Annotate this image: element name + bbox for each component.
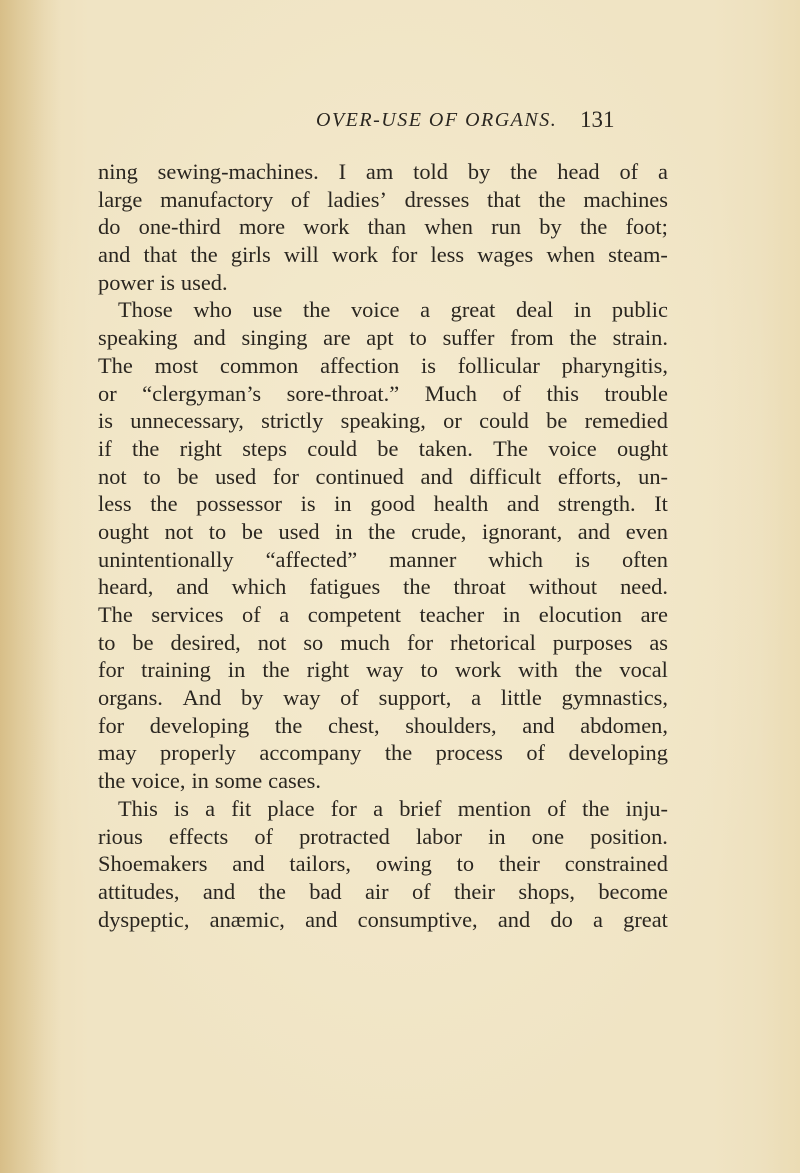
word: consumptive,: [357, 906, 478, 932]
word: unintentionally: [98, 546, 234, 572]
word: become: [598, 878, 668, 904]
word: steam-: [608, 242, 668, 268]
word: is: [575, 546, 590, 572]
word: vocal: [619, 657, 668, 683]
word: work: [455, 657, 502, 683]
word: of: [290, 186, 310, 212]
word: shops,: [518, 878, 575, 904]
word: pharyngitis,: [561, 352, 668, 378]
word: of: [619, 159, 639, 184]
word: trouble: [604, 380, 668, 406]
word: throat: [453, 574, 506, 600]
text-line: [98, 878, 668, 906]
word: from: [510, 325, 554, 351]
word: un-: [638, 463, 668, 489]
word: the: [574, 657, 603, 683]
word: the: [258, 878, 286, 904]
word: work: [331, 242, 378, 268]
word: in: [488, 823, 506, 849]
word: and: [522, 712, 555, 738]
word: when: [424, 214, 473, 240]
word: less: [98, 491, 132, 517]
word: I: [338, 159, 347, 184]
word: will: [283, 242, 319, 268]
word: The: [493, 435, 528, 461]
word: or: [98, 380, 117, 406]
word: who: [193, 297, 232, 323]
word: the: [150, 491, 178, 517]
word: abdomen,: [580, 712, 668, 738]
word: a: [471, 685, 482, 711]
word: gymnastics,: [561, 685, 668, 711]
word: health: [433, 491, 489, 517]
word: the: [569, 325, 597, 351]
word: The: [98, 602, 133, 627]
word: dresses: [404, 186, 470, 212]
word: voice: [548, 435, 597, 461]
word: head: [557, 159, 600, 184]
word: for: [98, 712, 125, 738]
word: used: [278, 518, 320, 544]
text-line: [98, 906, 668, 934]
word: singing: [241, 325, 308, 351]
word: need.: [620, 574, 668, 600]
word: manner: [389, 546, 457, 572]
text-line: [98, 324, 668, 352]
word: the: [510, 159, 538, 184]
word: one-third: [138, 214, 221, 240]
word: is: [98, 408, 113, 434]
word: by: [539, 214, 562, 240]
text-line: [98, 684, 668, 712]
word: elocution: [538, 602, 623, 627]
word: dyspeptic,: [98, 906, 190, 932]
word: follicular: [457, 352, 540, 378]
word: effects: [168, 823, 229, 849]
text-line: [98, 490, 668, 518]
word: be: [377, 435, 399, 461]
word: if: [98, 435, 112, 461]
word: not: [164, 518, 194, 544]
word: desired,: [170, 629, 241, 655]
word: wages: [477, 242, 534, 268]
word: competent: [307, 602, 401, 627]
word: the: [403, 574, 431, 600]
word: Shoemakers: [98, 851, 208, 877]
word: remedied: [584, 408, 668, 434]
word: power: [98, 269, 154, 295]
word: purposes: [552, 629, 633, 655]
word: air: [364, 878, 389, 904]
running-head: OVER-USE OF ORGANS.: [316, 109, 558, 131]
word: in: [227, 657, 246, 683]
word: by: [240, 685, 264, 711]
word: used: [215, 463, 257, 489]
word: strain.: [612, 325, 668, 351]
word: in: [335, 518, 353, 544]
word: with: [518, 657, 558, 683]
word: great: [450, 297, 496, 323]
word: accompany: [259, 740, 362, 766]
word: a: [279, 602, 290, 627]
word: and: [176, 574, 209, 600]
text-line: [98, 546, 668, 574]
word: steps: [242, 435, 287, 461]
word: be: [546, 408, 568, 434]
word: which: [231, 574, 287, 600]
word: Those: [118, 297, 173, 323]
word: services: [151, 602, 224, 627]
word: to: [420, 657, 438, 683]
word: the: [274, 712, 303, 738]
word: strictly: [261, 408, 324, 434]
word: girls: [230, 242, 271, 268]
word: speaking: [98, 325, 178, 351]
word: of: [526, 740, 545, 766]
text-line: [98, 629, 668, 657]
text-line: [98, 656, 668, 684]
text-line: [98, 518, 668, 546]
word: owing: [375, 851, 432, 877]
word: is: [174, 795, 189, 821]
word: and: [497, 906, 531, 932]
word: more: [239, 214, 286, 240]
word: developing: [568, 740, 668, 766]
word: for: [98, 657, 125, 683]
word: and: [506, 491, 540, 517]
word: large: [98, 186, 143, 212]
word: is: [300, 491, 316, 517]
word: to: [208, 518, 227, 544]
word: fatigues: [309, 574, 381, 600]
word: of: [547, 795, 566, 821]
word: use: [252, 297, 283, 323]
word: way: [366, 657, 404, 683]
word: ought: [616, 435, 668, 461]
text-line: [98, 269, 668, 297]
word: a: [657, 159, 668, 184]
word: not: [257, 629, 287, 655]
word: support,: [378, 685, 452, 711]
word: could: [479, 408, 529, 434]
word: and: [98, 242, 131, 268]
text-line: [98, 767, 668, 795]
word: their: [498, 851, 540, 877]
word: “clergyman’s: [142, 380, 262, 406]
word: the: [538, 186, 566, 212]
body-text: [98, 158, 668, 933]
word: less: [430, 242, 465, 268]
text-line: [98, 186, 668, 214]
word: in: [573, 297, 592, 323]
paragraph-start-line: [98, 795, 668, 823]
text-line: [98, 380, 668, 408]
word: This: [118, 795, 158, 821]
word: little: [500, 685, 542, 711]
word: teacher: [419, 602, 485, 627]
word: organs.: [98, 685, 163, 711]
word: attitudes,: [98, 878, 180, 904]
word: unnecessary,: [130, 408, 244, 434]
word: possessor: [196, 491, 283, 517]
text-line: [98, 241, 668, 269]
word: and: [232, 851, 265, 877]
word: It: [654, 491, 668, 517]
word: in: [502, 602, 521, 627]
word: constrained: [564, 851, 668, 877]
word: difficult: [469, 463, 542, 489]
text-line: [98, 435, 668, 463]
word: the: [368, 518, 396, 544]
word: some: [214, 768, 263, 794]
word: The: [98, 352, 133, 378]
word: developing: [149, 712, 250, 738]
word: common: [219, 352, 299, 378]
word: of: [411, 878, 431, 904]
word: great: [623, 906, 668, 932]
word: training: [141, 657, 211, 683]
word: the: [131, 435, 160, 461]
word: so: [303, 629, 324, 655]
page-number: 131: [580, 107, 615, 132]
word: a: [593, 906, 603, 932]
word: rious: [98, 823, 143, 849]
word: taken.: [418, 435, 473, 461]
word: tailors,: [289, 851, 351, 877]
word: of: [242, 602, 261, 627]
word: suffer: [442, 325, 495, 351]
word: for: [272, 463, 299, 489]
word: to: [456, 851, 475, 877]
word: public: [611, 297, 668, 323]
word: “affected”: [265, 546, 358, 572]
text-line: [98, 823, 668, 851]
word: voice: [350, 297, 400, 323]
word: is: [159, 269, 175, 295]
word: anæmic,: [209, 906, 285, 932]
text-line: [98, 739, 668, 767]
word: fit: [231, 795, 252, 821]
word: that: [143, 242, 178, 268]
word: of: [502, 380, 522, 406]
word: to: [409, 325, 427, 351]
word: even: [625, 518, 668, 544]
word: do: [550, 906, 573, 932]
word: for: [406, 629, 434, 655]
word: heard,: [98, 574, 154, 600]
word: way: [283, 685, 321, 711]
word: inju-: [625, 795, 668, 821]
word: right: [179, 435, 222, 461]
word: in: [191, 768, 209, 794]
text-line: [98, 463, 668, 491]
word: one: [531, 823, 565, 849]
word: efforts,: [557, 463, 622, 489]
word: crude,: [411, 518, 467, 544]
text-line: [98, 158, 668, 186]
word: am: [365, 159, 394, 184]
word: or: [443, 408, 462, 434]
word: could: [307, 435, 358, 461]
word: this: [546, 380, 579, 406]
page-header: [0, 100, 800, 140]
word: strength.: [557, 491, 636, 517]
word: is: [421, 352, 436, 378]
word: work: [303, 214, 350, 240]
word: their: [453, 878, 495, 904]
word: of: [340, 685, 359, 711]
word: to: [143, 463, 161, 489]
word: good: [370, 491, 415, 517]
word: not: [98, 463, 127, 489]
word: machines: [583, 186, 668, 212]
word: the: [98, 768, 126, 794]
word: protracted: [299, 823, 390, 849]
word: ignorant,: [481, 518, 563, 544]
word: and: [193, 325, 226, 351]
word: than: [367, 214, 407, 240]
text-line: [98, 712, 668, 740]
word: chest,: [327, 712, 380, 738]
word: a: [373, 795, 384, 821]
word: position.: [590, 823, 668, 849]
word: deal: [515, 297, 554, 323]
word: be: [241, 518, 263, 544]
word: ladies’: [327, 186, 387, 212]
word: the: [384, 740, 413, 766]
word: may: [98, 740, 137, 766]
word: told: [413, 159, 448, 184]
word: speaking,: [340, 408, 426, 434]
word: used.: [180, 269, 228, 295]
word: when: [546, 242, 595, 268]
text-line: [98, 352, 668, 380]
word: often: [621, 546, 668, 572]
word: ought: [98, 518, 150, 544]
word: sewing-machines.: [157, 159, 319, 184]
word: are: [640, 602, 668, 627]
word: foot;: [625, 214, 668, 240]
word: run: [491, 214, 522, 240]
word: the: [582, 795, 610, 821]
word: And: [182, 685, 222, 711]
word: to: [98, 629, 116, 655]
word: for: [391, 242, 418, 268]
word: bad: [309, 878, 342, 904]
word: and: [577, 518, 611, 544]
word: continued: [315, 463, 404, 489]
word: right: [306, 657, 350, 683]
word: Much: [424, 380, 477, 406]
word: do: [98, 214, 121, 240]
word: the: [302, 297, 331, 323]
word: rhetorical: [450, 629, 536, 655]
word: and: [202, 878, 236, 904]
word: as: [649, 629, 668, 655]
word: apt: [366, 325, 394, 351]
word: and: [420, 463, 453, 489]
word: labor: [415, 823, 462, 849]
word: the: [579, 214, 608, 240]
word: cases.: [268, 768, 321, 794]
word: the: [262, 657, 290, 683]
paragraph-start-line: [98, 296, 668, 324]
word: which: [488, 546, 544, 572]
word: voice,: [131, 768, 186, 794]
word: shoulders,: [405, 712, 497, 738]
word: much: [340, 629, 390, 655]
word: the: [190, 242, 218, 268]
word: are: [323, 325, 351, 351]
word: properly: [160, 740, 236, 766]
word: most: [154, 352, 199, 378]
word: be: [177, 463, 199, 489]
word: mention: [457, 795, 532, 821]
word: manufactory: [160, 186, 274, 212]
word: affection: [320, 352, 400, 378]
word: by: [467, 159, 491, 184]
word: ning: [98, 159, 138, 184]
word: process: [435, 740, 503, 766]
word: brief: [399, 795, 442, 821]
text-line: [98, 213, 668, 241]
word: in: [334, 491, 352, 517]
word: a: [420, 297, 431, 323]
word: without: [528, 574, 598, 600]
word: and: [305, 906, 338, 932]
text-line: [98, 850, 668, 878]
word: sore-throat.”: [286, 380, 400, 406]
text-line: [98, 573, 668, 601]
text-line: [98, 601, 668, 629]
word: be: [132, 629, 154, 655]
word: place: [267, 795, 315, 821]
word: for: [330, 795, 357, 821]
word: a: [205, 795, 216, 821]
text-line: [98, 407, 668, 435]
word: of: [254, 823, 273, 849]
word: that: [487, 186, 521, 212]
